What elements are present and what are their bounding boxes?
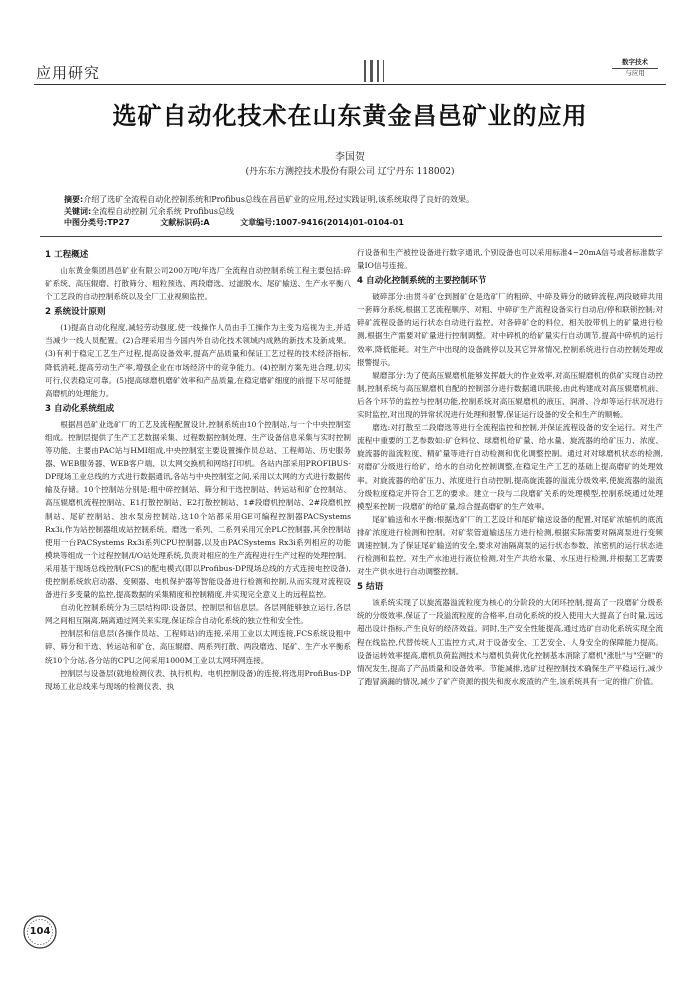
body-paragraph: 根据昌邑矿业选矿厂的工艺及流程配置设计,控制系统由10个控制站,与一个中央控制室组成。控制层提供了生产工艺数据采集、过程数据控制处理、生产设备信息采集与实时控制等功能、主要由PAC站与HMI组成,中央控制室主要设置操作员总站、工程师站、历史服务器、WEB服务器、WEB客户端、以太网交换机和网络打印机。各站内部采用PROFIBUS-DP现场工业总线的方式进行数据通讯,各站与中央控制室之间,采用以太网的方式进行数据传输及存储。10个控制站分别是:粗中碎控制站、筛分和干选控制站、转运站和矿仓控制站、高压辊磨机流程控制站、E1打散控制站、E2打散控制站、1#段磨机控制站、2#段磨机控制站、尾矿控制站、浊水泵房控制站,这10个站都采用GE可编程控制器PACSystems Rx3i,作为站控制器组成站控制系统。磨选一系列、二系列采用冗余PLC控制器,其余控制站使用一台PACSystems Rx3i系列CPU控制器,以及由PACSystems Rx3i系列相应的功能模块等组成一个过程控制/I/O站处理系统,负责对相应的生产流程进行生产过程的处理控制。采用基于现场总线控制(FCS)的配电模式(即以Profibus-DP现场总线的方式连接电控设备),使控制系统软启动器、变频器、电机保护器等智能设备进行检测和控制,从而实现对流程设备进行多变量的监控,提高数据的采集精度和控制精度,并实现完全意义上的远程监控。 [45, 419, 351, 600]
document-code: 文献标识码:A [160, 218, 210, 227]
body-paragraph: 磨选:对打散至二段磨选等进行全流程监控和控制,并保证流程设备的安全运行。对生产流程中重要的工艺参数如:矿仓料位、球磨机给矿量、给水量、旋流器的给矿压力、浓度、旋流器的溢流粒度、精矿量等进行自动检测和优化调整控制。通过对对球磨机状态的检测,对磨矿分级进行给矿、给水的自动化控制调整,在稳定生产工艺的基础上提高磨矿的处理效率。对旋流器的给矿压力、浓度进行自动控制,提高旋流器的溢流分级效率,使旋流器的溢流分级粒度稳定并符合工艺的要求。建立一段与二段磨矿关系的处理模型,控制系统通过处理模型来控制一段磨矿的给矿量,综合提高磨矿的生产效率。 [357, 423, 663, 511]
abstract [64, 194, 654, 206]
body-paragraph: 该系统实现了以旋流器溢流粒度为核心的分阶段的大闭环控制,提高了一段磨矿分级系统的分级效率,保证了一段溢流粒度的合格率,自动化系统的投入使用大大提高了台时量,远远超出设计指标,产生良好的经济效益。同时,生产安全性能提高,通过选矿自动化系统实现全流程在线监控,代替传统人工监控方式,对于设备安全、工艺安全、人身安全的保障能力提高。设备运转效率提高,磨机负荷监测技术与磨机负荷优化控制基本消除了磨机"涨肚"与"空砸"的情况发生,提高了产品质量和设备效率。节能减排,选矿过程控制技术确保生产平稳运行,减少了跑冒滴漏的情况,减少了矿产资源的损失和废水废渣的产生,该系统具有一定的推广价值。 [357, 598, 663, 686]
body-paragraph: 控制层与设备层(就地检测仪表、执行机构、电机控制设备)的连接,将选用ProfiBus-DP现场工业总线来与现场的检测仪表、执 [45, 668, 351, 691]
body-paragraph: 破碎部分:由贯斗矿仓到圆矿仓是选矿厂的粗碎、中碎及筛分的破碎流程,两段破碎共用一套筛分系统,根据工艺流程顺序、对粗、中碎矿生产流程设备实行自动启/停和联锁控制;对碎矿流程设备的运行状态自动进行监控。对各碎矿仓的料位、相关胶带机上的矿量进行检测,根据生产需要对矿量进行控制调整。对中碎机的给矿量实行自动调节,提高中碎机的运行效率,降低能耗。对生产中出现的设备跳停以及其它异常情况,控制系统进行自动控制处理或报警提示。 [357, 292, 663, 367]
article-metadata [64, 194, 654, 229]
abstract-text: 介绍了选矿全流程自动化控制系统和Profibus总线在昌邑矿业的应用,经过实践证明,该系统取得了良好的效果。 [83, 195, 475, 204]
keywords-label: 关键词: [64, 206, 92, 216]
author-affiliation: (丹东东方测控技术股份有限公司 辽宁丹东 118002) [245, 167, 455, 177]
body-column-right [357, 246, 663, 876]
section-label: 应用研究 [36, 64, 101, 82]
section-heading: 5 结语 [357, 582, 384, 593]
section-heading: 4 自动化控制系统的主要控制环节 [357, 276, 487, 287]
page-number-badge [22, 914, 58, 950]
body-column-left [45, 246, 351, 966]
section-heading: 2 系统设计原则 [45, 307, 106, 318]
journal-logo-line2: 与应用 [612, 68, 658, 78]
body-paragraph: 行设备和生产被控设备进行数字通讯,个别设备也可以采用标准4~20mA信号或者标准数字量IO信号连接。 [357, 248, 663, 271]
page-number: 104 [29, 926, 51, 937]
keywords-text: 全流程自动控制 冗余系统 Profibus总线 [91, 206, 235, 216]
abstract-label: 摘要: [64, 195, 84, 204]
keywords [64, 206, 654, 218]
article-number: 文章编号:1007-9416(2014)01-0104-01 [240, 218, 404, 227]
classification-line [64, 217, 654, 229]
section-heading: 1 工程概述 [45, 250, 89, 260]
section-heading: 3 自动化系统组成 [45, 403, 115, 414]
journal-logo [604, 56, 666, 82]
body-paragraph: 山东黄金集团昌邑矿业有限公司200万吨/年选厂全流程自动控制系统工程主要包括:碎矿系统、高压辊磨、打散筛分、粗粒预选、两段磨选、过滤脱水、尾矿输送、生产水平衡八个工艺段的自动控制系统以及全厂工业视频监控。 [45, 266, 351, 302]
journal-logo-line1: 数字技术 [622, 58, 648, 66]
body-paragraph: 辊磨部分:为了使高压辊磨机能够发挥最大的作业效率,对高压辊磨机的供矿实现自动控制,控制系统与高压辊磨机自配的控制部分进行数据通讯联接,由此构建成对高压辊磨机前、后各个环节的监控与控制功能,控制系统对高压辊磨机的液压、润滑、冷却等运行状况进行实时监控,对出现的异常状况进行处理和报警,保证运行设备的安全和生产的顺畅。 [357, 370, 663, 420]
body-paragraph: 尾矿输送和水平衡:根据选矿厂的工艺设计和尾矿输送设备的配置,对尾矿浓缩机的底流排矿浓度进行检测和控制。对矿浆管道输送压力进行检测,根据实际需要对隔离泵进行变频调速控制,为了保证尾矿输送的安全,要求对油隔离泵的运行状态参数、浓密机的运行状态进行检测和监控。对生产水池进行液位检测,对生产共给水量、水压进行检测,并根据工艺需要对生产供水进行自动调整控制。 [357, 514, 663, 577]
metadata-divider [40, 236, 662, 237]
author-name: 李国贺 [335, 152, 365, 163]
body-paragraph: 控制层和信息层(各操作员站、工程师站)的连接,采用工业以太网连接,FCS系统设粗中碎、筛分和干选、转运站和矿仓、高压辊磨、两系列打散、两段磨选、尾矿、生产水平衡系统10个分站,各分站的CPU之间采用1000M工业以太网环网连接。 [45, 629, 351, 665]
body-paragraph: (1)提高自动化程度,减轻劳动强度,使一线操作人员由手工操作为主变为巡视为主,并适当减少一线人员配置。(2)合理采用当今国内外自动化技术领域内成熟的新技术及新成果。(3)有利于稳定工艺生产过程,提高设备效率,提高产品质量和保证工艺过程的技术经济指标,降低消耗,提高劳动生产率,增强企业在市场经济中的竞争能力。(4)控制方案先进合理,切实可行,仪表稳定可靠。(5)提高球磨机磨矿效率和产品质量,在稳定磨矿细度的前提下尽可能提高磨机的处理能力。 [45, 323, 351, 398]
classification-number: 中图分类号:TP27 [64, 218, 130, 227]
article-title: 选矿自动化技术在山东黄金昌邑矿业的应用 [112, 101, 588, 130]
body-paragraph: 自动化控制系统分为三层结构即:设备层、控制层和信息层。各层网能够独立运行,各层网之间相互隔离,隔离通过网关来实现,保证综合自动化系统的独立性和安全性。 [45, 603, 351, 626]
running-header [34, 56, 666, 85]
